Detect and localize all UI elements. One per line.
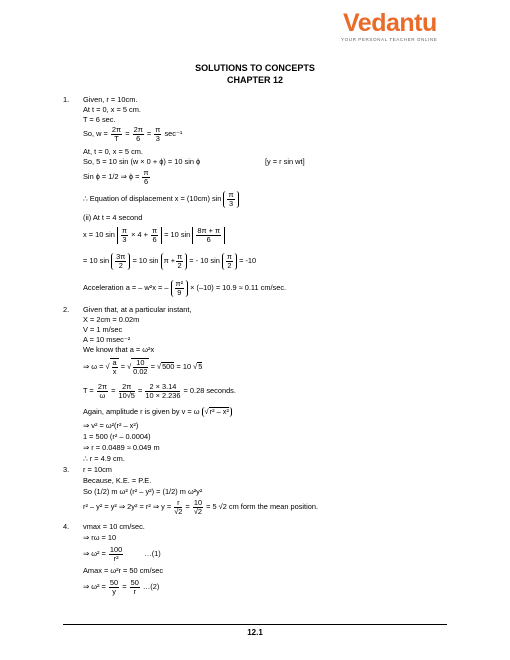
text-line: 1 = 500 (r² – 0.0004): [83, 432, 151, 441]
amplitude-equation: Again, amplitude r is given by v = ω √r² – x²: [83, 407, 232, 417]
text-line: r = 10cm: [83, 465, 112, 474]
acceleration-equation: Acceleration a = – w²x = – $\frac{\text{π²}}{9}$ × (–10) = 10.9 ≈ 0.11 cm/sec.: [83, 279, 287, 297]
text-line: T = 6 sec.: [83, 115, 116, 124]
text-line: V = 1 m/sec: [83, 325, 123, 334]
text-line: So, 5 = 10 sin (w × 0 + ϕ) = 10 sin ϕ: [83, 157, 201, 166]
text-line: Amax = ω²r = 50 cm/sec: [83, 566, 164, 575]
x-equation: x = 10 sin $\frac{\pi}{3}$ × 4 + $\frac{\pi}{6}$ = 10 sin $\frac{8\pi + \pi}{6}$: [83, 227, 225, 244]
question-number: 2.: [63, 305, 70, 314]
x-result-equation: = 10 sin $\frac{3\pi}{2}$ = 10 sin π + $\frac{\pi}{2}$ = - 10 sin $\frac{\pi}{2}$ = -10: [83, 252, 257, 270]
text-note: [y = r sin wt]: [265, 157, 305, 166]
omega-sq-equation-2: ⇒ ω² = $\frac{50}{y}$ = $\frac{50}{r}$ …(2): [83, 578, 160, 596]
text-line: At, t = 0, x = 5 cm.: [83, 147, 143, 156]
text-line: ⇒ r = 0.0489 ≈ 0.049 m: [83, 443, 160, 452]
phase-equation: Sin ϕ = 1/2 ⇒ ϕ = $\frac{\pi}{6}$: [83, 168, 149, 186]
text-line: ⇒ v² = ω²(r² – x²): [83, 421, 139, 430]
text-line: vmax = 10 cm/sec.: [83, 522, 145, 531]
text-line: So (1/2) m ω² (r² – y²) = (1/2) m ω²y²: [83, 487, 203, 496]
question-number: 3.: [63, 465, 70, 474]
text-line: (ii) At t = 4 second: [83, 213, 143, 222]
footer-divider: [63, 624, 447, 625]
text-line: Given that, at a particular instant,: [83, 305, 192, 314]
question-number: 4.: [63, 522, 70, 531]
omega-equation: ⇒ ω = √ $\frac{a}{x}$ = √ $\frac{10}{0.02}$ = √500 = 10 √5: [83, 358, 203, 376]
text-line: Given, r = 10cm.: [83, 95, 138, 104]
text-line: We know that a = ω²x: [83, 345, 155, 354]
text-line: A = 10 msec⁻²: [83, 335, 131, 344]
omega-equation: So, w = $\frac{2\pi}{T}$ = $\frac{2\pi}{6}$ = $\frac{\pi}{3}$ sec⁻¹: [83, 125, 183, 143]
question-number: 1.: [63, 95, 70, 104]
period-equation: T = $\frac{2\pi}{\omega}$ = $\frac{2\pi}{10√5}$ = $\frac{2 \times 3.14}{10 \times 2.236}$ = 0.28 seconds.: [83, 382, 236, 400]
text-line: Because, K.E. = P.E.: [83, 476, 152, 485]
page-number: 12.1: [247, 628, 263, 637]
chapter-title: CHAPTER 12: [226, 75, 283, 85]
displacement-equation: ∴ Equation of displacement x = (10cm) sin $\frac{\pi}{3}$: [83, 191, 239, 208]
page-title: SOLUTIONS TO CONCEPTS: [195, 63, 315, 73]
text-line: X = 2cm = 0.02m: [83, 315, 140, 324]
y-equation: r² – y² = y² ⇒ 2y² = r² ⇒ y = $\frac{r}{√2}$ = $\frac{10}{√2}$ = 5 √2 cm form the mean position.: [83, 498, 319, 516]
text-line: ⇒ rω = 10: [83, 533, 117, 542]
vedantu-logo: Vedantu: [343, 9, 437, 37]
omega-sq-equation: ⇒ ω² = $\frac{100}{\text{r²}}$ …(1): [83, 545, 161, 563]
text-line: At t = 0, x = 5 cm.: [83, 105, 141, 114]
brand-tagline: YOUR PERSONAL TEACHER ONLINE: [341, 37, 438, 42]
text-line: ∴ r = 4.9 cm.: [83, 454, 125, 463]
